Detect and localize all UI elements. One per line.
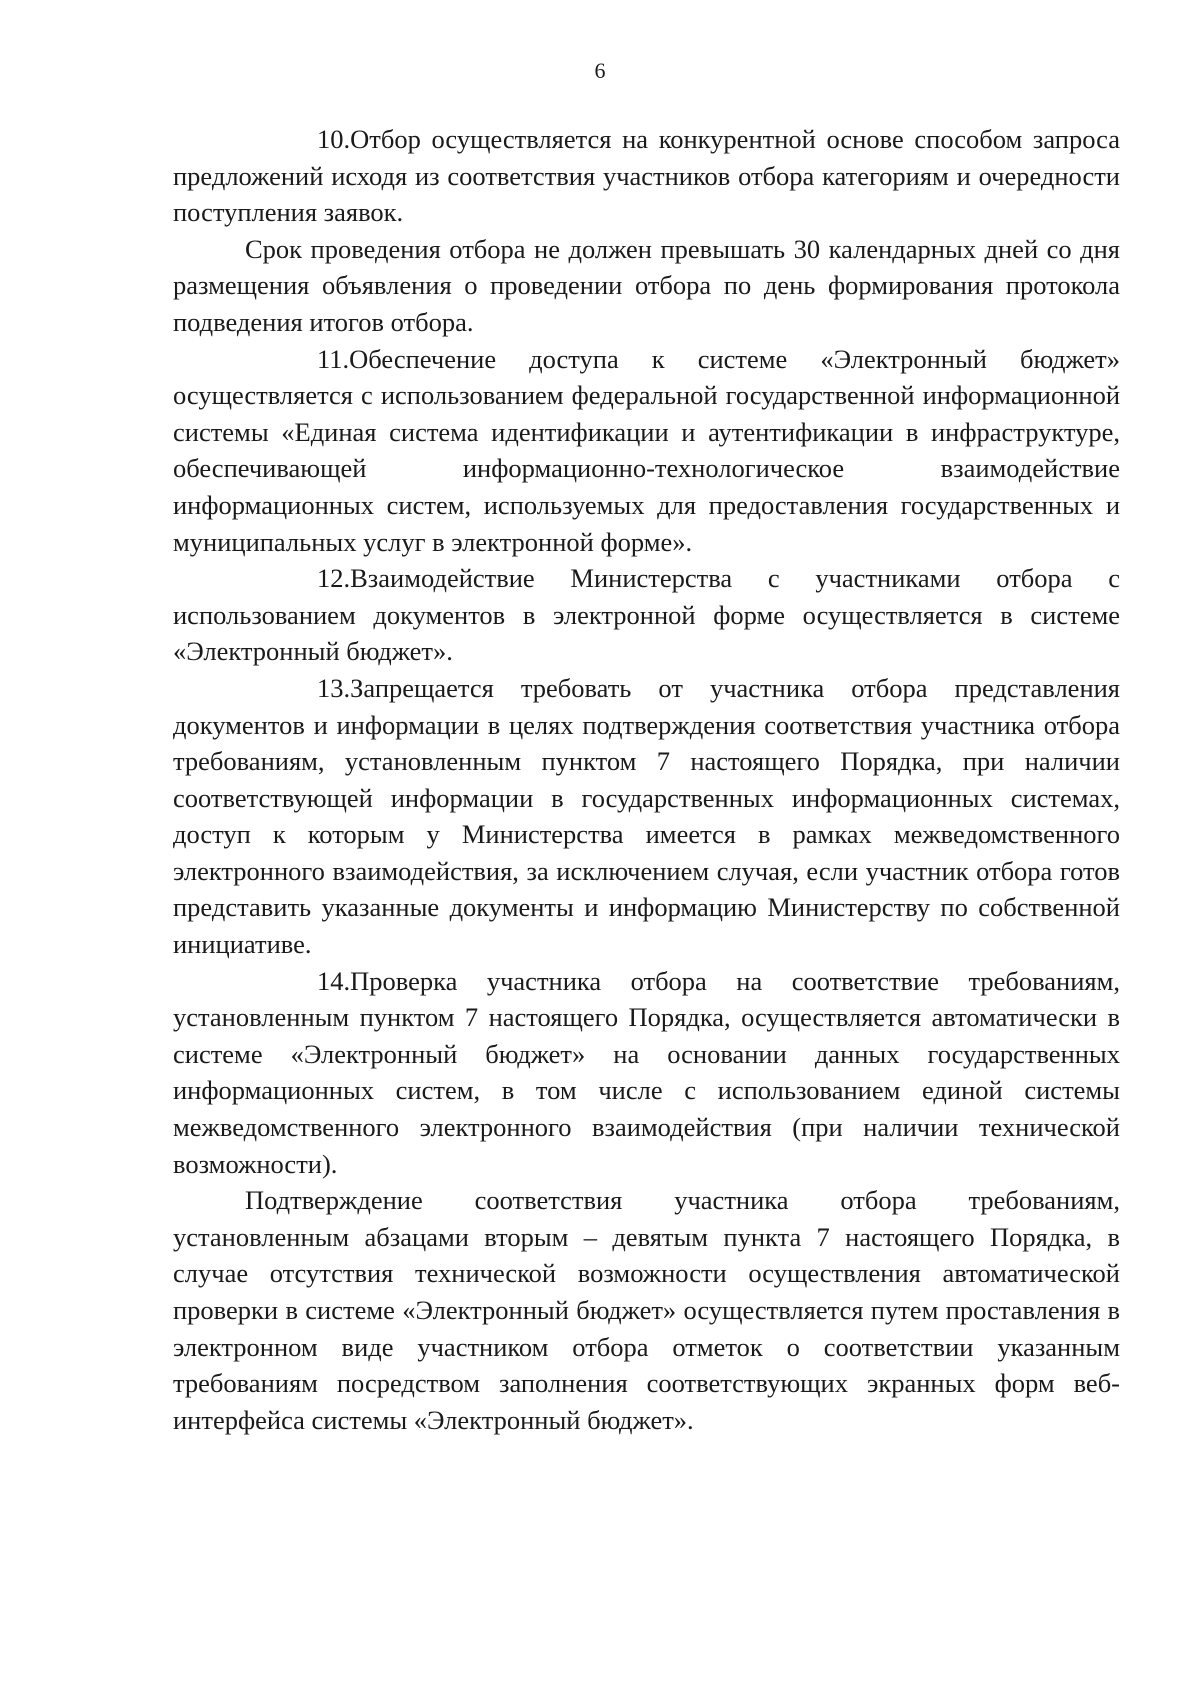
- paragraph-text: Обеспечение доступа к системе «Электронный бюджет» осуществляется с использованием федеральной государственной информационной системы «Единая система идентификации и аутентификации в инфраструктуре, обеспечивающей информационно-технологическое взаимодействие информационных систем, используемых для предоставления государственных и муниципальных услуг в электронной форме».: [173, 343, 1120, 557]
- paragraph-10-continued: [173, 231, 1120, 341]
- paragraph-text: Срок проведения отбора не должен превышать 30 календарных дней со дня размещения объявления о проведении отбора по день формирования протокола подведения итогов отбора.: [173, 233, 1120, 337]
- paragraph-10: [173, 121, 1120, 231]
- paragraph-text: Запрещается требовать от участника отбора представления документов и информации в целях подтверждения соответствия участника отбора требованиям, установленным пунктом 7 настоящего Порядка, при наличии соответствующей информации в государственных информационных системах, доступ к которым у Министерства имеется в рамках межведомственного электронного взаимодействия, за исключением случая, если участник отбора готов представить указанные документы и информацию Министерству по собственной инициативе.: [173, 672, 1120, 960]
- paragraph-number: 10.: [317, 124, 351, 154]
- paragraph-number: 12.: [317, 563, 351, 594]
- paragraph-text: Проверка участника отбора на соответствие требованиям, установленным пунктом 7 настоящего Порядка, осуществляется автоматически в системе «Электронный бюджет» на основании данных государственных информационных систем, в том числе с использованием единой системы межведомственного электронного взаимодействия (при наличии технической возможности).: [173, 965, 1120, 1179]
- paragraph-text: Отбор осуществляется на конкурентной основе способом запроса предложений исходя из соответствия участников отбора категориям и очередности поступления заявок.: [173, 124, 1120, 228]
- paragraph-number: 14.: [317, 965, 351, 996]
- paragraph-text: Подтверждение соответствия участника отбора требованиям, установленным абзацами вторым – девятым пункта 7 настоящего Порядка, в случае отсутствия технической возможности осуществления автоматической проверки в системе «Электронный бюджет» осуществляется путем проставления в электронном виде участником отбора отметок о соответствии указанным требованиям посредством заполнения соответствующих экранных форм веб-интерфейса системы «Электронный бюджет».: [173, 1185, 1120, 1435]
- paragraph-14-continued: [173, 1182, 1120, 1438]
- paragraph-14: [173, 963, 1120, 1183]
- page-number: 6: [594, 58, 606, 83]
- document-body: [173, 121, 1120, 1438]
- paragraph-13: [173, 670, 1120, 963]
- paragraph-number: 11.: [317, 343, 350, 374]
- paragraph-text: Взаимодействие Министерства с участниками отбора с использованием документов в электронной форме осуществляется в системе «Электронный бюджет».: [173, 563, 1120, 667]
- paragraph-12: [173, 560, 1120, 670]
- paragraph-11: [173, 341, 1120, 561]
- paragraph-number: 13.: [317, 672, 351, 703]
